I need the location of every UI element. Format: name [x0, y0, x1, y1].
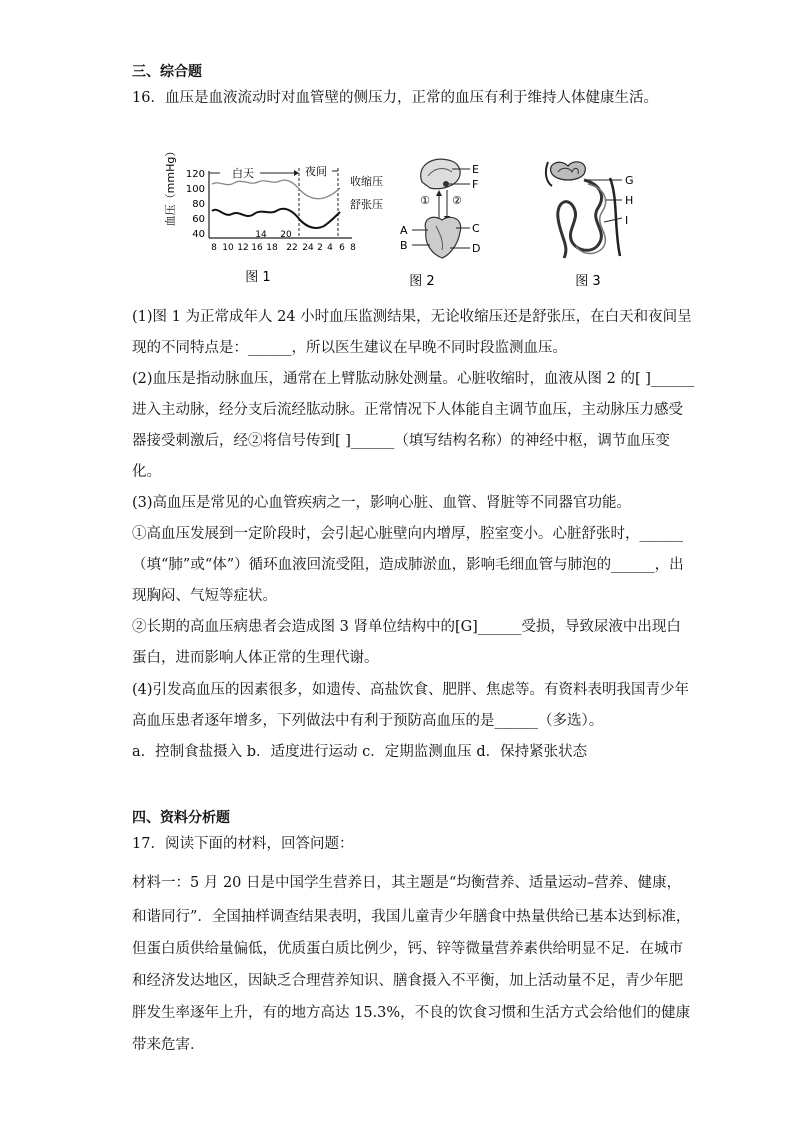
fig1-night-label: 夜间 — [305, 165, 327, 178]
fig3-leader-I — [604, 218, 622, 222]
fig1-xtick: 12 — [237, 243, 249, 253]
question-3b-line-2: 蛋白，进而影响人体正常的生理代谢。 — [132, 650, 379, 666]
fig1-xtick: 8 — [211, 243, 217, 253]
fig2-label-E: E — [472, 163, 479, 176]
fig2-brainstem-dot — [443, 181, 449, 187]
material-1-line-2: 和谐同行”．全国抽样调查结果表明，我国儿童青少年膳食中热量供给已基本达到标准， — [132, 909, 691, 925]
fig1-day-label: 白天 — [232, 167, 254, 180]
fig1-diastolic-line — [212, 209, 340, 228]
material-1-line-5: 胖发生率逐年上升，有的地方高达 15.3%，不良的饮食习惯和生活方式会给他们的健康 — [132, 1005, 691, 1021]
question-2-line-2: 进入主动脉，经分支后流经肱动脉。正常情况下人体能自主调节血压，主动脉压力感受 — [132, 402, 683, 418]
question-2-line-3: 器接受刺激后，经②将信号传到[ ]______（填写结构名称）的神经中枢，调节血压变 — [132, 433, 670, 449]
fig1-xtick: 16 — [251, 243, 263, 253]
fig1-systolic-line — [212, 180, 340, 199]
fig1-xtick-inner: 14 — [255, 230, 267, 240]
fig2-label-1: ① — [420, 194, 430, 207]
fig1-diastolic-label: 舒张压 — [350, 198, 383, 211]
fig1-xtick: 2 — [317, 243, 323, 253]
question-3a-line-3: 现胸闷、气短等症状。 — [132, 588, 277, 604]
question-1-line-2: 现的不同特点是：______，所以医生建议在早晚不同时段监测血压。 — [132, 340, 567, 356]
fig1-xtick: 8 — [350, 243, 356, 253]
material-1-line-3: 但蛋白质供给量偏低，优质蛋白质比例少，钙、锌等微量营养素供给明显不足．在城市 — [132, 941, 683, 957]
fig1-systolic-label: 收缩压 — [350, 175, 383, 188]
question-4-options: a．控制食盐摄入 b．适度进行运动 c．定期监测血压 d．保持紧张状态 — [132, 744, 588, 760]
fig1-caption: 图 1 — [245, 270, 271, 285]
material-1-line-1: 材料一：5 月 20 日是中国学生营养日，其主题是“均衡营养、适量运动–营养、健康， — [132, 875, 682, 891]
question-3b-line-1: ②长期的高血压病患者会造成图 3 肾单位结构中的[G]______受损，导致尿液中出现白 — [132, 619, 681, 635]
section-heading-4: 四、资料分析题 — [132, 810, 230, 826]
fig1-xtick-inner: 20 — [280, 230, 292, 240]
fig1-ylabel: 血压（mmHg） — [164, 145, 177, 227]
material-1-line-4: 和经济发达地区，因缺乏合理营养知识、膳食摄入不平衡，加上活动量不足，青少年肥 — [132, 973, 683, 989]
material-1-line-6: 带来危害． — [132, 1037, 205, 1053]
fig2-label-2: ② — [452, 194, 462, 207]
fig1-xtick: 18 — [266, 243, 278, 253]
fig3-label-I: I — [625, 214, 629, 227]
fig1-ytick: 40 — [192, 229, 205, 240]
fig1-xtick: 4 — [327, 243, 333, 253]
fig3-collecting-duct — [610, 178, 620, 256]
question-3a-line-2: （填“肺”或“体”）循环血液回流受阻，造成肺淤血，影响毛细血管与肺泡的______，出 — [132, 557, 684, 573]
fig2-label-B: B — [400, 239, 408, 252]
fig2-heart-shape — [425, 217, 460, 258]
fig3-label-H: H — [625, 194, 634, 207]
fig1-xtick: 6 — [339, 243, 345, 253]
fig2-label-A: A — [400, 224, 408, 237]
fig3-tubule — [558, 180, 602, 258]
fig2-label-F: F — [472, 178, 479, 191]
question-2-line-4: 化。 — [132, 464, 161, 480]
fig1-arrow-head — [294, 170, 299, 176]
fig3-label-G: G — [625, 174, 634, 187]
question-4-line-2: 高血压患者逐年增多，下列做法中有利于预防高血压的是______（多选）。 — [132, 713, 604, 729]
section-heading-3: 三、综合题 — [132, 64, 202, 80]
fig1-ytick: 100 — [185, 184, 205, 195]
fig1-ytick: 80 — [192, 199, 205, 210]
fig3-glomerulus — [551, 162, 586, 180]
question-1-line-1: (1)图 1 为正常成年人 24 小时血压监测结果，无论收缩压还是舒张压，在白天和夜间呈 — [132, 309, 692, 325]
fig1-xtick: 10 — [222, 243, 234, 253]
question-16-intro: 16．血压是血液流动时对血管壁的侧压力，正常的血压有利于维持人体健康生活。 — [132, 90, 658, 106]
question-2-line-1: (2)血压是指动脉血压，通常在上臂肱动脉处测量。心脏收缩时，血液从图 2 的[ ]______ — [132, 371, 695, 387]
question-3-line-1: (3)高血压是常见的心血管疾病之一，影响心脏、血管、肾脏等不同器官功能。 — [132, 495, 632, 511]
fig1-ytick: 120 — [185, 169, 205, 180]
question-17-intro: 17．阅读下面的材料，回答问题： — [132, 836, 354, 852]
figure-2 — [400, 159, 480, 289]
figure-group — [160, 138, 660, 298]
fig1-xtick: 22 — [286, 243, 298, 253]
fig1-ytick: 60 — [192, 214, 205, 225]
question-3a-line-1: ①高血压发展到一定阶段时，会引起心脏壁向内增厚，腔室变小。心脏舒张时，______ — [132, 526, 683, 542]
figure-3 — [546, 162, 634, 289]
figure-1 — [164, 146, 383, 285]
fig3-caption: 图 3 — [575, 274, 601, 289]
fig2-caption: 图 2 — [409, 274, 435, 289]
fig2-label-D: D — [472, 242, 481, 255]
fig1-xtick: 24 — [302, 243, 314, 253]
question-4-line-1: (4)引发高血压的因素很多，如遗传、高盐饮食、肥胖、焦虑等。有资料表明我国青少年 — [132, 682, 690, 698]
fig2-arrow-up — [436, 190, 442, 196]
fig2-label-C: C — [472, 222, 480, 235]
